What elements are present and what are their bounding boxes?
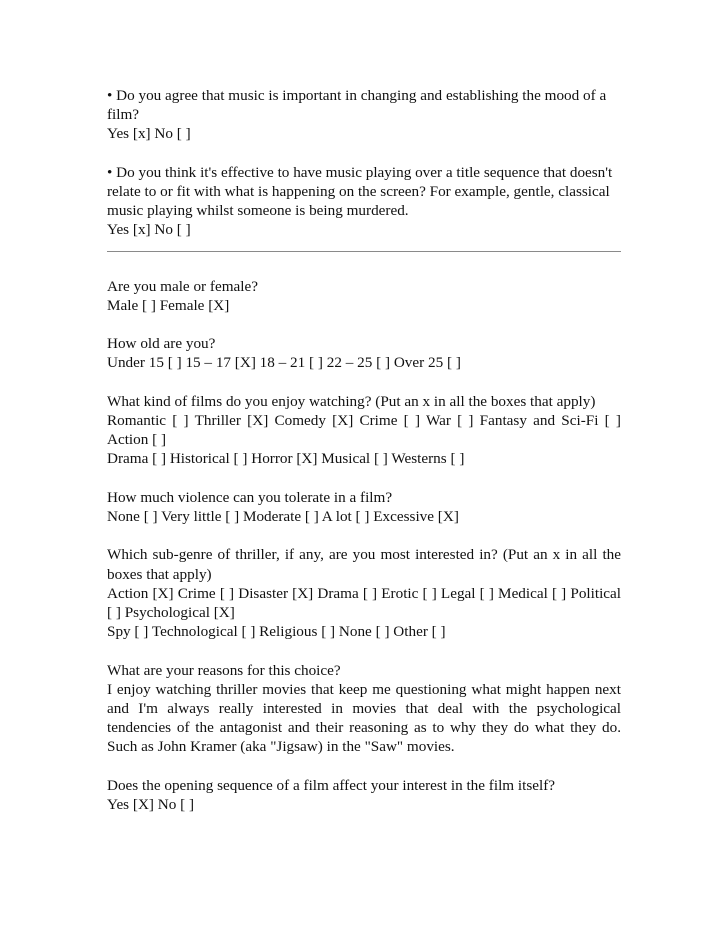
question-text: Does the opening sequence of a film affect your interest in the film itself?	[107, 776, 556, 794]
question-text: Which sub-genre of thriller, if any, are you most interested in? (Put an x in all the boxes that apply)	[107, 546, 621, 583]
question-block-title-music	[107, 163, 621, 240]
question-text: How old are you?	[107, 335, 216, 353]
question-block-music-mood	[107, 86, 621, 144]
answer-text: Male [ ] Female [X]	[107, 296, 230, 314]
question-text: • Do you agree that music is important in changing and establishing the mood of a film?	[107, 87, 607, 124]
answer-text: Yes [X] No [ ]	[107, 796, 195, 813]
question-text: Are you male or female?	[107, 277, 258, 295]
answer-text: Drama [ ] Historical [ ] Horror [X] Musical [ ] Westerns [ ]	[107, 450, 465, 468]
section-divider	[107, 251, 621, 252]
question-block-opening-sequence	[107, 776, 621, 814]
answer-text: None [ ] Very little [ ] Moderate [ ] A lot [ ] Excessive [X]	[107, 508, 459, 525]
answer-text: Yes [x] No [ ]	[107, 221, 191, 239]
question-block-film-types	[107, 392, 621, 469]
answer-text: Yes [x] No [ ]	[107, 125, 191, 143]
answer-text: I enjoy watching thriller movies that keep me questioning what might happen next and I'm always really interested in movies that deal with the psychological tendencies of the antagonist and their reasoning as to why they do what they do. Such as John Kramer (aka "Jigsaw) in the "Saw" movies.	[107, 680, 621, 756]
question-block-gender	[107, 277, 621, 315]
answer-text: Under 15 [ ] 15 – 17 [X] 18 – 21 [ ] 22 – 25 [ ] Over 25 [ ]	[107, 354, 461, 372]
question-text: How much violence can you tolerate in a film?	[107, 488, 393, 506]
answer-text: Spy [ ] Technological [ ] Religious [ ] None [ ] Other [ ]	[107, 623, 446, 641]
answer-text: Action [X] Crime [ ] Disaster [X] Drama [ ] Erotic [ ] Legal [ ] Medical [ ] Political [ ] Psychological [X]	[107, 584, 621, 621]
question-block-reasons	[107, 661, 621, 757]
question-text: • Do you think it's effective to have music playing over a title sequence that doesn't relate to or fit with what is happening on the screen? For example, gentle, classical music playing whilst someone is being murdered.	[107, 163, 613, 220]
question-block-age	[107, 334, 621, 372]
question-text: What kind of films do you enjoy watching? (Put an x in all the boxes that apply)	[107, 392, 596, 410]
question-block-subgenre	[107, 545, 621, 641]
question-block-violence	[107, 488, 621, 526]
document-page	[107, 86, 621, 833]
question-text: What are your reasons for this choice?	[107, 661, 341, 679]
answer-text: Romantic [ ] Thriller [X] Comedy [X] Crime [ ] War [ ] Fantasy and Sci-Fi [ ] Action [ ]	[107, 412, 621, 449]
